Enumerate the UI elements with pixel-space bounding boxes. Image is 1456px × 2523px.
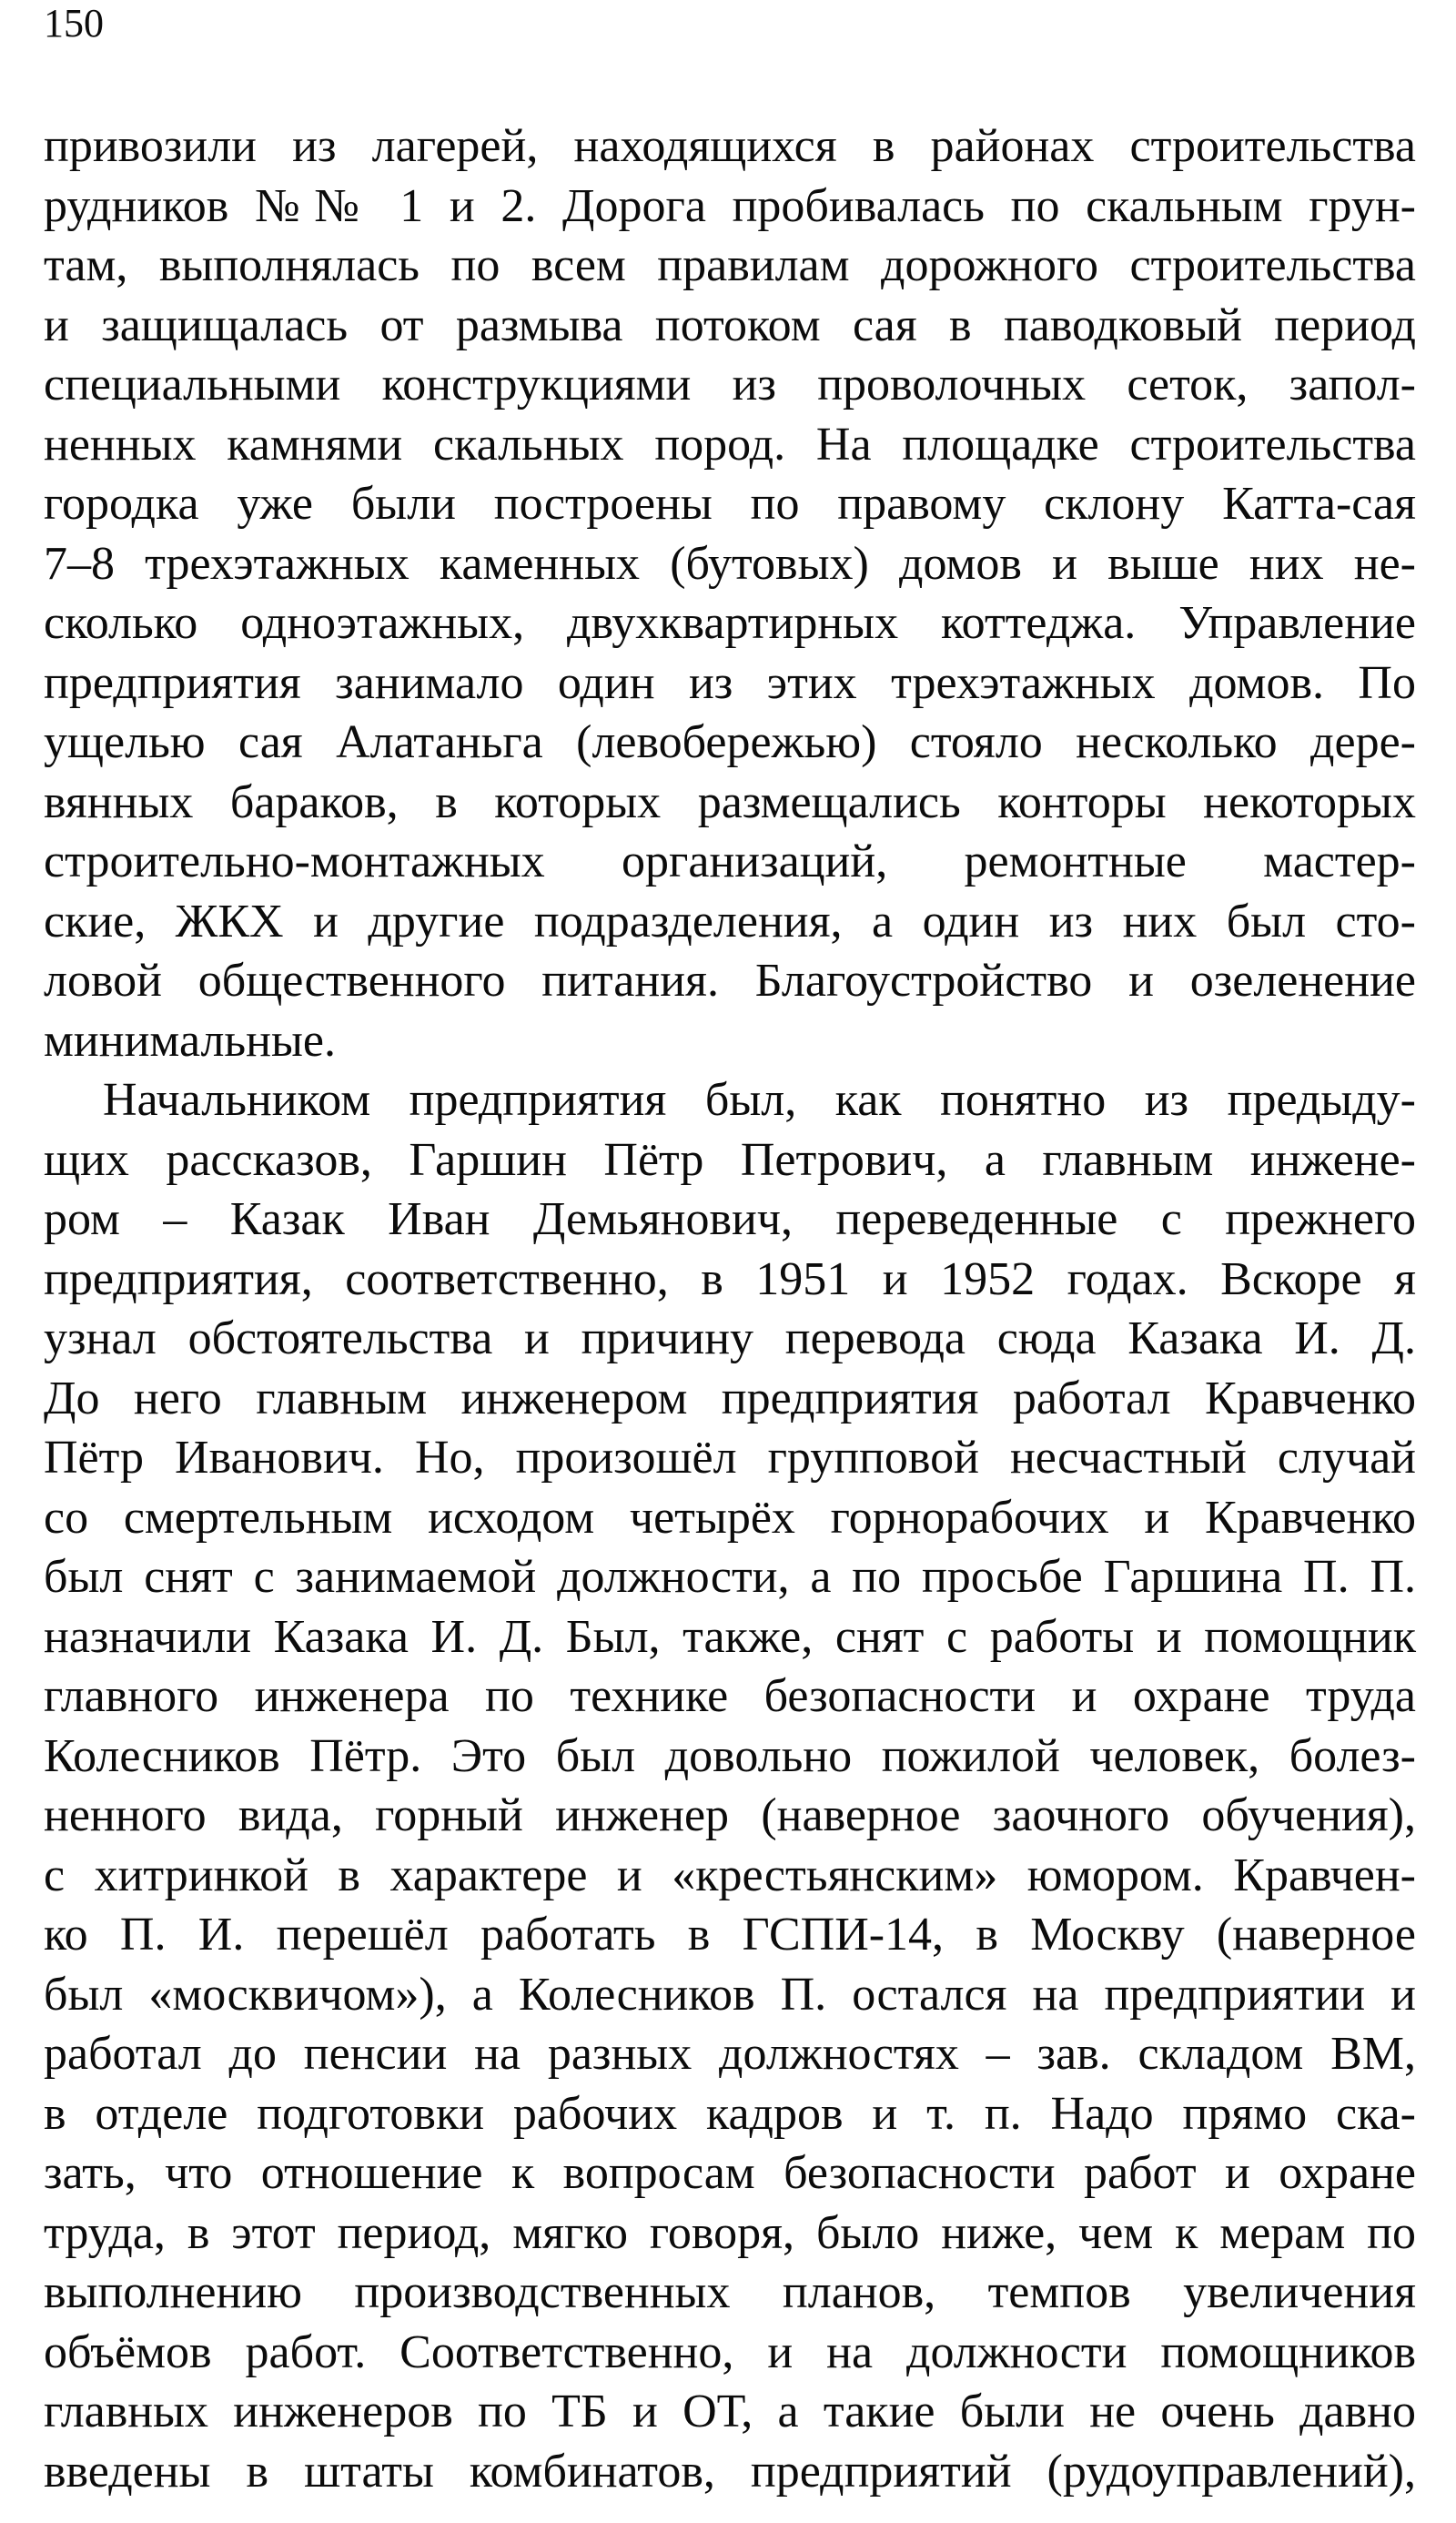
text-line: городка уже были построены по правому склону Катта-сая (44, 478, 1416, 530)
text-line: главных инженеров по ТБ и ОТ, а такие были не очень давно (44, 2386, 1416, 2437)
text-line: в отделе подготовки рабочих кадров и т. п. Надо прямо ска- (44, 2087, 1416, 2140)
text-line: предприятия, соответственно, в 1951 и 1952 годах. Вскоре я (44, 1252, 1416, 1305)
text-line: ко П. И. перешёл работать в ГСПИ-14, в Москву (наверное (44, 1909, 1416, 1961)
text-line: с хитринкой в характере и «крестьянским» юмором. Кравчен- (44, 1849, 1416, 1901)
text-line: Пётр Иванович. Но, произошёл групповой несчастный случай (44, 1432, 1416, 1484)
text-line: ущелью сая Алатаньга (левобережью) стояло несколько дере- (44, 716, 1416, 768)
text-line: специальными конструкциями из проволочных сеток, запол- (44, 359, 1416, 410)
text-line: рудников №№ 1 и 2. Дорога пробивалась по скальным грун- (44, 179, 1416, 232)
text-line: назначили Казака И. Д. Был, также, снят с работы и помощник (44, 1610, 1416, 1663)
text-line: работал до пенсии на разных должностях – зав. складом ВМ, (44, 2028, 1416, 2080)
text-line: ненного вида, горный инженер (наверное заочного обучения), (44, 1789, 1416, 1841)
text-line: зать, что отношение к вопросам безопасности работ и охране (44, 2147, 1416, 2199)
page-number: 150 (44, 1, 104, 46)
text-line: минимальные. (44, 1014, 336, 1067)
body-text (44, 117, 1416, 2501)
text-line: был снят с занимаемой должности, а по просьбе Гаршина П. П. (44, 1551, 1416, 1603)
text-line: главного инженера по технике безопасности и охране труда (44, 1670, 1416, 1722)
text-line: 7–8 трехэтажных каменных (бутовых) домов и выше них не- (44, 537, 1416, 590)
text-line: ром – Казак Иван Демьянович, переведенные с прежнего (44, 1193, 1416, 1245)
text-line: вянных бараков, в которых размещались конторы некоторых (44, 775, 1416, 828)
text-line: объёмов работ. Соответственно, и на должности помощников (44, 2325, 1416, 2378)
text-line: щих рассказов, Гаршин Пётр Петрович, а главным инжене- (44, 1133, 1416, 1186)
paragraph-2 (44, 1070, 1416, 2501)
text-line: предприятия занимало один из этих трехэтажных домов. По (44, 656, 1416, 709)
text-line: выполнению производственных планов, темпов увеличения (44, 2266, 1416, 2318)
text-line: ские, ЖКХ и другие подразделения, а один из них был сто- (44, 895, 1416, 947)
text-line: со смертельным исходом четырёх горнорабочих и Кравченко (44, 1491, 1416, 1544)
text-line: там, выполнялась по всем правилам дорожного строительства (44, 239, 1416, 291)
text-line: труда, в этот период, мягко говоря, было ниже, чем к мерам по (44, 2206, 1416, 2259)
text-line: привозили из лагерей, находящихся в районах строительства (44, 120, 1416, 172)
text-line: До него главным инженером предприятия работал Кравченко (44, 1372, 1416, 1424)
text-line: был «москвичом»), а Колесников П. остался на предприятии и (44, 1968, 1416, 2021)
text-line: узнал обстоятельства и причину перевода сюда Казака И. Д. (44, 1312, 1416, 1364)
text-line: ловой общественного питания. Благоустройство и озеленение (44, 955, 1416, 1007)
text-line: Начальником предприятия был, как понятно из предыду- (103, 1074, 1416, 1126)
text-line: введены в штаты комбинатов, предприятий (рудоуправлений), (44, 2445, 1416, 2498)
text-line: и защищалась от размыва потоком сая в паводковый период (44, 299, 1416, 351)
text-line: сколько одноэтажных, двухквартирных коттеджа. Управление (44, 597, 1416, 649)
text-line: ненных камнями скальных пород. На площадке строительства (44, 418, 1416, 471)
text-line: Колесников Пётр. Это был довольно пожилой человек, болез- (44, 1729, 1416, 1782)
text-line: строительно-монтажных организаций, ремонтные мастер- (44, 836, 1416, 887)
paragraph-1 (44, 117, 1416, 1070)
